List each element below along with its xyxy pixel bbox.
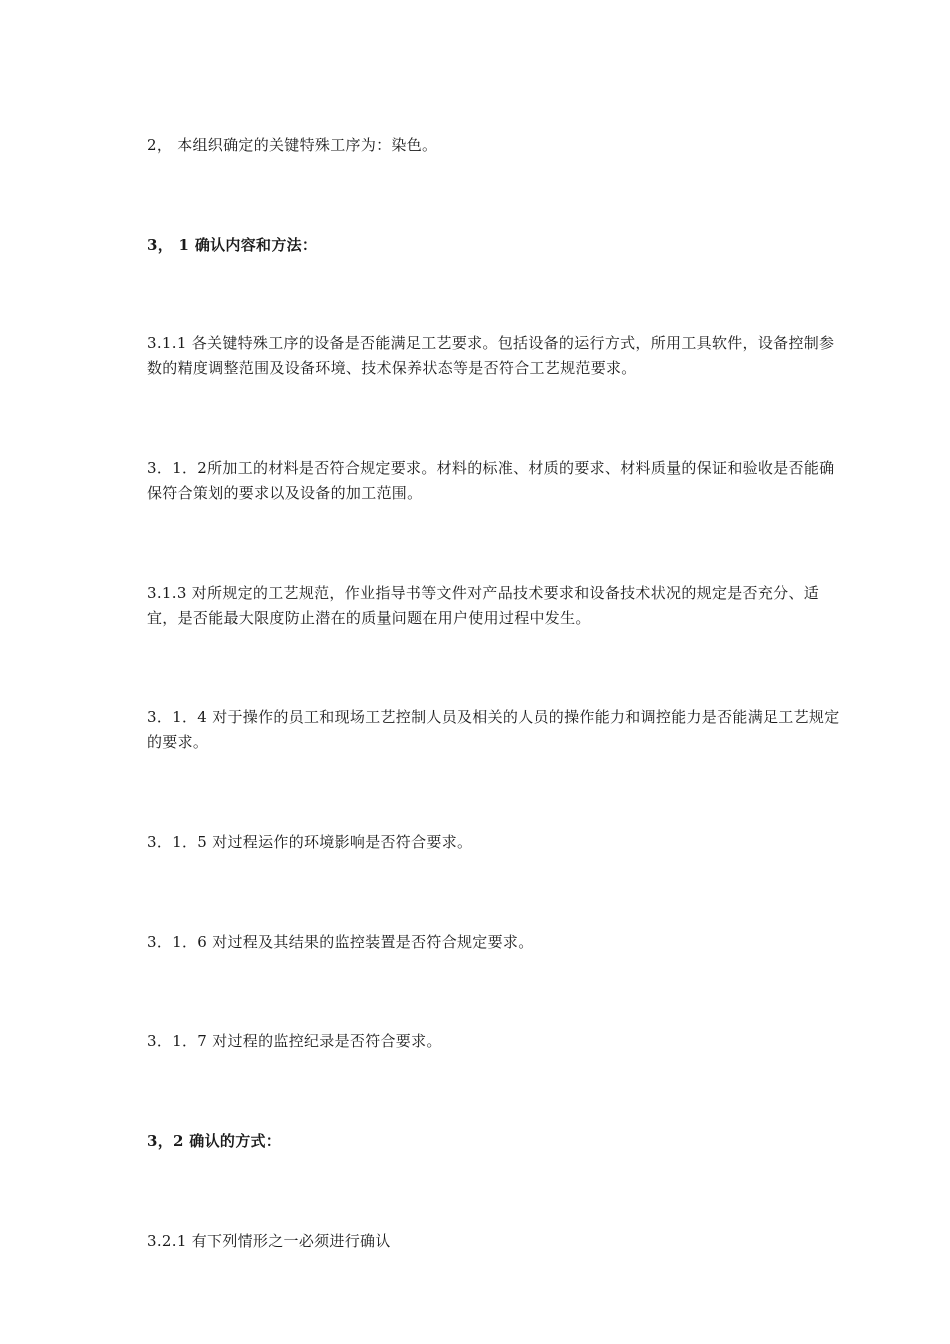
- paragraph-3-1-6: 3．1．6 对过程及其结果的监控装置是否符合规定要求。: [147, 933, 534, 951]
- paragraph-3-1-2: 3．1．2所加工的材料是否符合规定要求。材料的标准、材质的要求、材料质量的保证和验收是否能确保符合策划的要求以及设备的加工范围。: [147, 459, 835, 502]
- paragraph-2: 2， 本组织确定的关键特殊工序为：染色。: [147, 136, 438, 154]
- paragraph-3-1-3: 3.1.3 对所规定的工艺规范，作业指导书等文件对产品技术要求和设备技术状况的规定是否充分、适宜，是否能最大限度防止潜在的质量问题在用户使用过程中发生。: [147, 584, 820, 627]
- paragraph-3-2-1: 3.2.1 有下列情形之一必须进行确认: [147, 1232, 391, 1250]
- paragraph-3-1-5: 3．1．5 对过程运作的环境影响是否符合要求。: [147, 833, 473, 851]
- paragraph-3-1-4: 3．1．4 对于操作的员工和现场工艺控制人员及相关的人员的操作能力和调控能力是否能满足工艺规定的要求。: [147, 708, 840, 751]
- paragraph-3-1-7: 3．1．7 对过程的监控纪录是否符合要求。: [147, 1032, 442, 1050]
- heading-3-2: 3，2 确认的方式：: [147, 1132, 282, 1150]
- paragraph-3-1-1: 3.1.1 各关键特殊工序的设备是否能满足工艺要求。包括设备的运行方式，所用工具软件，设备控制参数的精度调整范围及设备环境、技术保养状态等是否符合工艺规范要求。: [147, 334, 835, 377]
- heading-3-1: 3， 1 确认内容和方法：: [147, 236, 318, 254]
